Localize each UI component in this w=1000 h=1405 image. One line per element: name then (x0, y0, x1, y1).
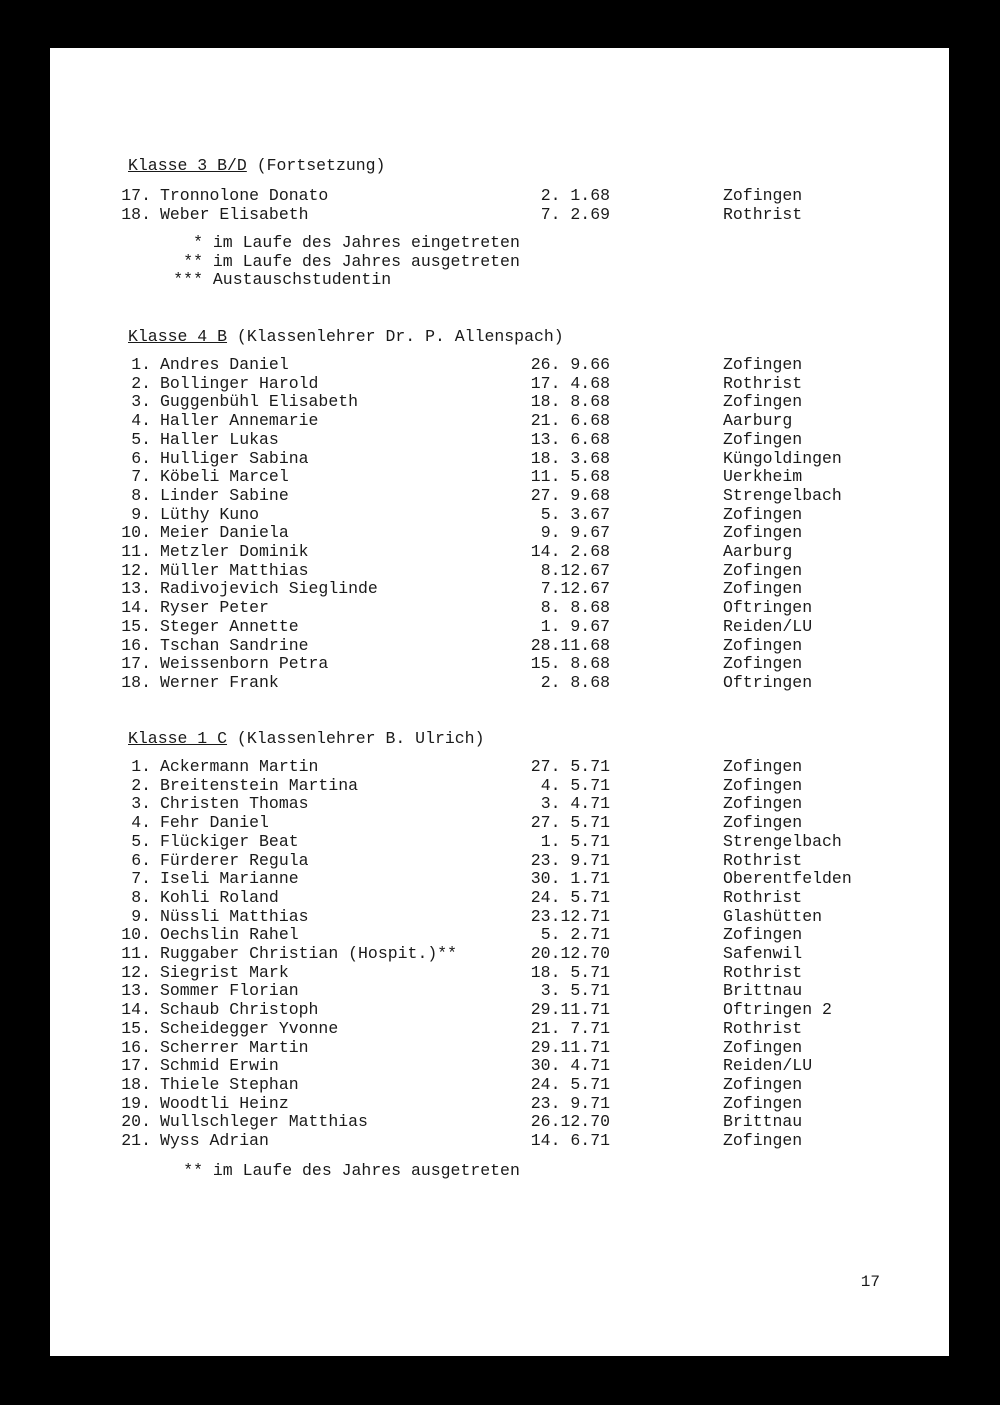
home-town: Strengelbach (723, 485, 842, 505)
student-name: Siegrist Mark (160, 962, 289, 982)
birth-date: 20.12.70 (530, 944, 610, 963)
student-number: 4. (131, 411, 151, 431)
footnote-marker: ** (183, 1161, 203, 1180)
home-town: Oftringen (723, 672, 813, 692)
birth-date: 2. 1.68 (540, 186, 610, 205)
birth-date: 15. 8.68 (530, 654, 610, 674)
home-town: Zofingen (723, 523, 803, 543)
home-town: Glashütten (723, 906, 823, 926)
home-town: Rothrist (723, 204, 803, 224)
student-name: Wullschleger Matthias (160, 1112, 368, 1132)
section-heading (128, 327, 564, 347)
student-number: 1. (131, 355, 151, 374)
home-town: Zofingen (723, 504, 803, 524)
birth-date: 30. 4.71 (530, 1056, 610, 1076)
birth-date: 4. 5.71 (540, 775, 610, 795)
student-name: Andres Daniel (160, 355, 289, 374)
birth-date: 18. 5.71 (530, 962, 610, 982)
student-name: Fürderer Regula (160, 850, 309, 870)
student-number: 14. (121, 1000, 151, 1020)
student-number: 17. (121, 1056, 151, 1076)
home-town: Reiden/LU (723, 616, 813, 636)
page-number: 17 (860, 1273, 880, 1291)
birth-date: 18. 8.68 (530, 392, 610, 412)
student-number: 5. (131, 429, 151, 449)
student-number: 18. (121, 204, 151, 224)
student-number: 3. (131, 392, 151, 412)
home-town: Oftringen (723, 598, 813, 618)
student-number: 12. (121, 962, 151, 982)
student-name: Steger Annette (160, 616, 299, 636)
birth-date: 23. 9.71 (530, 1093, 610, 1113)
student-name: Haller Lukas (160, 429, 279, 449)
home-town: Brittnau (723, 981, 803, 1001)
student-number: 8. (131, 485, 151, 505)
birth-date: 18. 3.68 (530, 448, 610, 468)
student-number: 17. (121, 654, 151, 674)
section-subtitle: (Klassenlehrer B. Ulrich) (227, 729, 485, 748)
section-title: Klasse 4 B (128, 327, 228, 346)
home-town: Rothrist (723, 887, 803, 907)
student-name: Werner Frank (160, 672, 279, 692)
student-name: Ackermann Martin (160, 757, 319, 776)
student-name: Schmid Erwin (160, 1056, 279, 1076)
student-number: 16. (121, 635, 151, 655)
birth-date: 7. 2.69 (540, 204, 610, 224)
birth-date: 1. 9.67 (540, 616, 610, 636)
student-name: Guggenbühl Elisabeth (160, 392, 359, 412)
footnote-text: Austauschstudentin (212, 270, 392, 290)
student-number: 2. (131, 373, 151, 393)
student-name: Hulliger Sabina (160, 448, 309, 468)
student-name: Kohli Roland (160, 887, 279, 907)
student-number: 3. (131, 794, 151, 814)
student-number: 18. (121, 1074, 151, 1094)
student-number: 9. (131, 906, 151, 926)
home-town: Rothrist (723, 850, 803, 870)
student-name: Ryser Peter (160, 598, 269, 618)
student-number: 15. (121, 616, 151, 636)
student-name: Scherrer Martin (160, 1037, 309, 1057)
birth-date: 9. 9.67 (540, 523, 610, 543)
birth-date: 26.12.70 (530, 1112, 610, 1132)
birth-date: 3. 4.71 (540, 794, 610, 814)
student-number: 6. (131, 448, 151, 468)
birth-date: 23.12.71 (530, 906, 610, 926)
student-number: 1. (131, 757, 151, 776)
student-name: Schaub Christoph (160, 1000, 319, 1020)
student-number: 9. (131, 504, 151, 524)
birth-date: 7.12.67 (540, 579, 610, 599)
birth-date: 27. 5.71 (530, 813, 610, 833)
home-town: Zofingen (723, 813, 803, 833)
student-number: 10. (121, 925, 151, 945)
student-name: Wyss Adrian (160, 1131, 269, 1150)
home-town: Brittnau (723, 1112, 803, 1132)
student-number: 21. (121, 1131, 151, 1150)
student-number: 16. (121, 1037, 151, 1057)
birth-date: 23. 9.71 (530, 850, 610, 870)
footnote-text: im Laufe des Jahres ausgetreten (212, 1161, 520, 1180)
document-page (50, 48, 949, 1356)
student-number: 15. (121, 1018, 151, 1038)
birth-date: 17. 4.68 (530, 373, 610, 393)
birth-date: 27. 9.68 (530, 485, 610, 505)
footnote (128, 252, 828, 272)
student-name: Thiele Stephan (160, 1074, 299, 1094)
home-town: Zofingen (723, 560, 803, 580)
birth-date: 14. 6.71 (530, 1131, 610, 1150)
birth-date: 3. 5.71 (540, 981, 610, 1001)
home-town: Zofingen (723, 635, 803, 655)
section-heading (128, 729, 484, 749)
home-town: Zofingen (723, 1093, 803, 1113)
home-town: Aarburg (723, 542, 793, 561)
student-name: Sommer Florian (160, 981, 299, 1001)
footnote-text: im Laufe des Jahres eingetreten (212, 233, 520, 252)
student-number: 13. (121, 981, 151, 1001)
student-name: Haller Annemarie (160, 411, 319, 431)
footnote-marker: *** (173, 270, 203, 290)
home-town: Zofingen (723, 429, 803, 449)
birth-date: 30. 1.71 (530, 869, 610, 889)
home-town: Oberentfelden (723, 869, 852, 889)
footnote (128, 270, 828, 290)
student-name: Nüssli Matthias (160, 906, 309, 926)
student-number: 4. (131, 813, 151, 833)
home-town: Küngoldingen (723, 448, 842, 468)
birth-date: 8. 8.68 (540, 598, 610, 618)
student-name: Flückiger Beat (160, 831, 299, 851)
student-number: 7. (131, 467, 151, 487)
student-number: 7. (131, 869, 151, 889)
student-number: 11. (121, 542, 151, 561)
birth-date: 13. 6.68 (530, 429, 610, 449)
student-name: Scheidegger Yvonne (160, 1018, 339, 1038)
student-name: Oechslin Rahel (160, 925, 299, 945)
student-name: Ruggaber Christian (Hospit.)** (160, 944, 458, 963)
section-heading (128, 156, 385, 176)
birth-date: 29.11.71 (530, 1037, 610, 1057)
home-town: Uerkheim (723, 467, 803, 487)
home-town: Rothrist (723, 373, 803, 393)
home-town: Zofingen (723, 1074, 803, 1094)
home-town: Zofingen (723, 654, 803, 674)
footnote-marker: ** (183, 251, 203, 271)
student-number: 5. (131, 831, 151, 851)
student-number: 18. (121, 672, 151, 692)
section-subtitle: (Fortsetzung) (246, 156, 386, 175)
home-town: Rothrist (723, 1018, 803, 1038)
student-name: Breitenstein Martina (160, 775, 359, 795)
birth-date: 24. 5.71 (530, 1074, 610, 1094)
home-town: Zofingen (723, 1131, 803, 1150)
student-number: 10. (121, 523, 151, 543)
home-town: Safenwil (723, 944, 803, 963)
student-name: Meier Daniela (160, 523, 289, 543)
home-town: Zofingen (723, 579, 803, 599)
student-number: 6. (131, 850, 151, 870)
home-town: Reiden/LU (723, 1056, 813, 1076)
student-name: Radivojevich Sieglinde (160, 579, 378, 599)
home-town: Zofingen (723, 1037, 803, 1057)
student-number: 11. (121, 944, 151, 963)
footnote (128, 1161, 828, 1181)
student-name: Lüthy Kuno (160, 504, 260, 524)
birth-date: 26. 9.66 (530, 355, 610, 374)
student-name: Tschan Sandrine (160, 635, 309, 655)
student-number: 19. (121, 1093, 151, 1113)
home-town: Zofingen (723, 925, 803, 945)
student-name: Weissenborn Petra (160, 654, 329, 674)
student-number: 12. (121, 560, 151, 580)
student-number: 20. (121, 1112, 151, 1132)
home-town: Zofingen (723, 775, 803, 795)
footnote (128, 233, 828, 253)
student-name: Christen Thomas (160, 794, 309, 814)
footnote-text: im Laufe des Jahres ausgetreten (212, 251, 520, 271)
student-name: Metzler Dominik (160, 542, 309, 561)
birth-date: 5. 2.71 (540, 925, 610, 945)
birth-date: 1. 5.71 (540, 831, 610, 851)
birth-date: 21. 6.68 (530, 411, 610, 431)
student-name: Weber Elisabeth (160, 204, 309, 224)
home-town: Oftringen 2 (723, 1000, 832, 1020)
home-town: Rothrist (723, 962, 803, 982)
birth-date: 11. 5.68 (530, 467, 610, 487)
home-town: Zofingen (723, 794, 803, 814)
footnote-marker: * (193, 233, 203, 252)
student-name: Bollinger Harold (160, 373, 319, 393)
birth-date: 2. 8.68 (540, 672, 610, 692)
student-name: Woodtli Heinz (160, 1093, 289, 1113)
student-name: Linder Sabine (160, 485, 289, 505)
section-subtitle: (Klassenlehrer Dr. P. Allenspach) (227, 327, 564, 346)
student-name: Fehr Daniel (160, 813, 269, 833)
home-town: Aarburg (723, 411, 793, 431)
home-town: Zofingen (723, 186, 803, 205)
student-name: Müller Matthias (160, 560, 309, 580)
student-name: Iseli Marianne (160, 869, 299, 889)
student-name: Tronnolone Donato (160, 186, 329, 205)
home-town: Zofingen (723, 355, 803, 374)
student-number: 14. (121, 598, 151, 618)
section-title: Klasse 3 B/D (128, 156, 247, 175)
student-number: 2. (131, 775, 151, 795)
home-town: Zofingen (723, 392, 803, 412)
birth-date: 21. 7.71 (530, 1018, 610, 1038)
student-number: 13. (121, 579, 151, 599)
home-town: Strengelbach (723, 831, 842, 851)
birth-date: 8.12.67 (540, 560, 610, 580)
student-number: 17. (121, 186, 151, 205)
birth-date: 24. 5.71 (530, 887, 610, 907)
birth-date: 29.11.71 (530, 1000, 610, 1020)
student-number: 8. (131, 887, 151, 907)
home-town: Zofingen (723, 757, 803, 776)
birth-date: 27. 5.71 (530, 757, 610, 776)
student-name: Köbeli Marcel (160, 467, 289, 487)
birth-date: 28.11.68 (530, 635, 610, 655)
birth-date: 5. 3.67 (540, 504, 610, 524)
section-title: Klasse 1 C (128, 729, 228, 748)
birth-date: 14. 2.68 (530, 542, 610, 561)
